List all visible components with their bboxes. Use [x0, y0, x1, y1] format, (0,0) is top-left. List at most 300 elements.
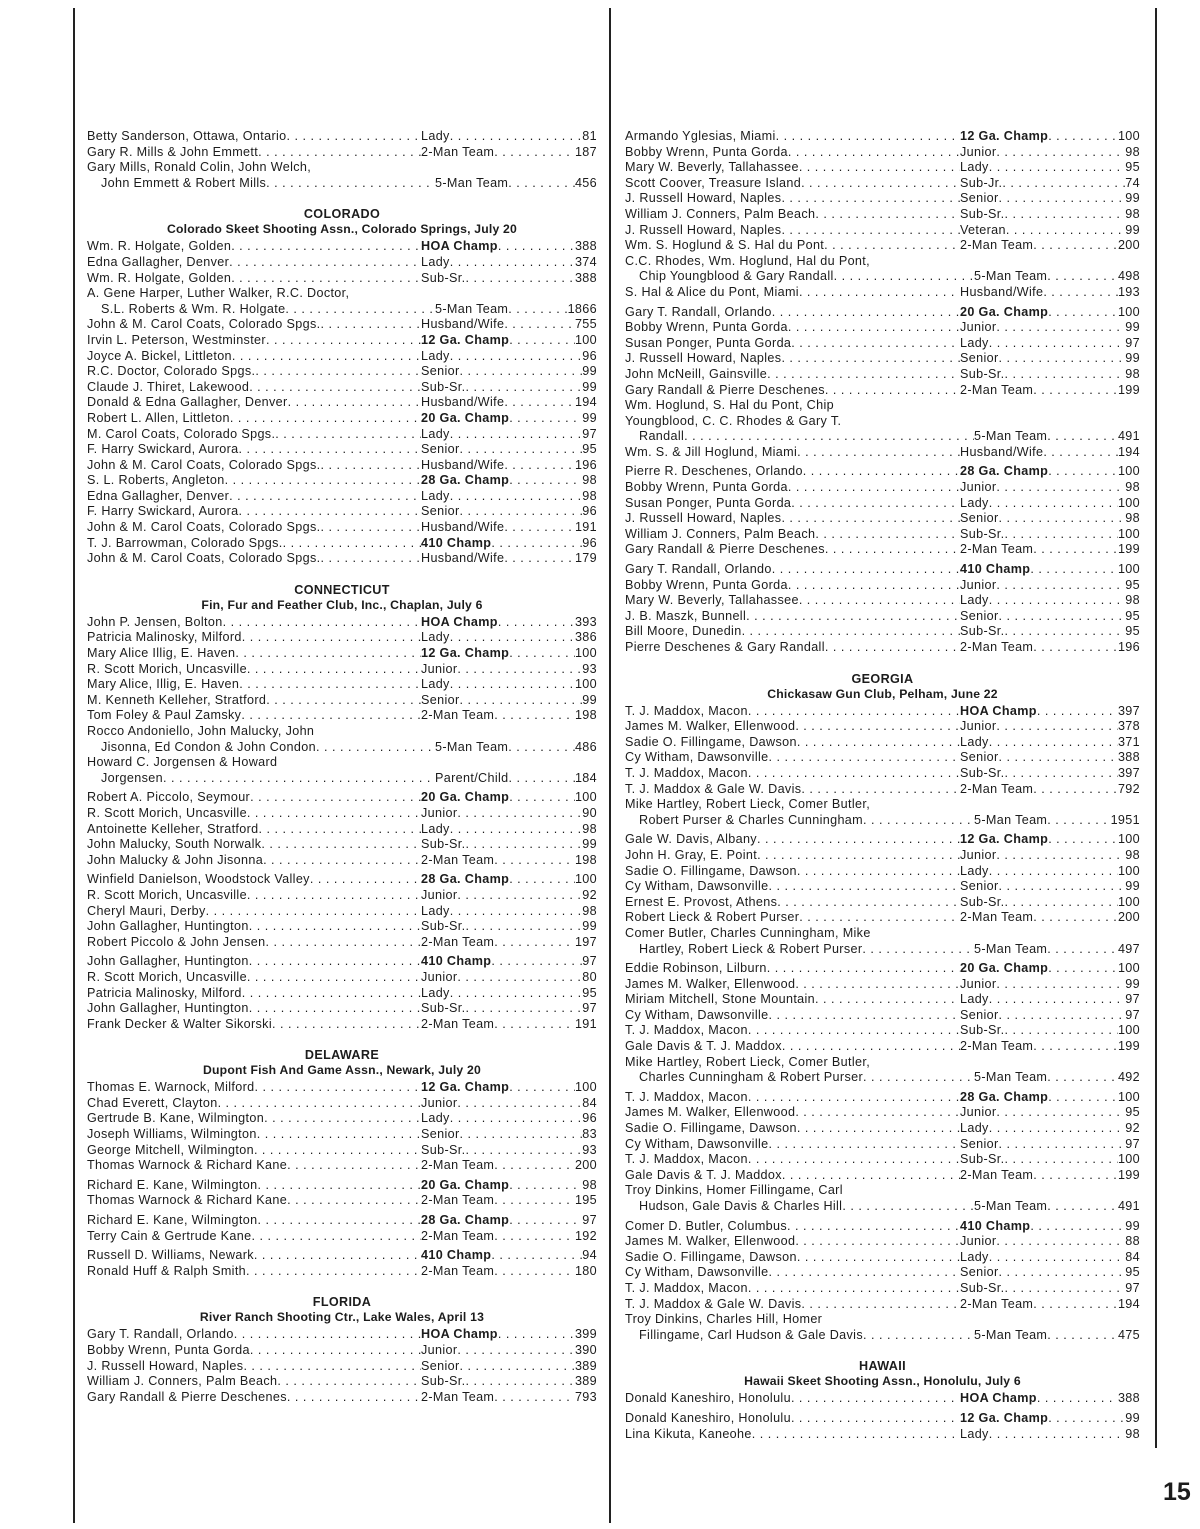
- event-name: Junior: [960, 719, 997, 734]
- name-cell: [87, 458, 421, 474]
- score: 498: [1117, 269, 1140, 284]
- event-name: Sub-Sr.: [960, 894, 1005, 909]
- name-cell: [87, 317, 421, 333]
- score: 399: [574, 1327, 597, 1342]
- score: 84: [582, 1095, 597, 1110]
- result-row: [87, 853, 597, 869]
- entry-name: Gary Randall & Pierre Deschenes: [625, 382, 825, 397]
- event-cell: [974, 942, 1118, 958]
- dot-leader: [1047, 813, 1110, 829]
- score: 371: [1117, 734, 1140, 749]
- score: 179: [574, 551, 597, 566]
- dot-leader: [757, 832, 960, 848]
- dot-leader: [772, 562, 960, 578]
- dot-leader: [247, 662, 421, 678]
- dot-leader: [752, 1427, 960, 1443]
- event-cell: [960, 367, 1125, 383]
- entry-name: William J. Conners, Palm Beach: [87, 1374, 278, 1389]
- name-cell: [87, 919, 421, 935]
- dot-leader: [450, 349, 583, 365]
- entry-name: Sadie O. Fillingame, Dawson: [625, 863, 797, 878]
- score: 97: [1125, 992, 1140, 1007]
- score: 389: [574, 1358, 597, 1373]
- result-row: [625, 1411, 1140, 1427]
- dot-leader: [797, 735, 960, 751]
- event-name: Sub-Sr.: [421, 837, 466, 852]
- event-cell: [421, 364, 582, 380]
- dot-leader: [996, 320, 1125, 336]
- event-cell: [960, 223, 1125, 239]
- score: 99: [582, 837, 597, 852]
- entry-name: S. L. Roberts, Angleton: [87, 473, 225, 488]
- event-name: Sub-Sr.: [960, 366, 1005, 381]
- event-name: 28 Ga. Champ: [960, 1089, 1049, 1104]
- entry-name: Charles Cunningham & Robert Purser: [639, 1070, 863, 1085]
- event-name: Sub-Sr.: [960, 1023, 1005, 1038]
- name-cell: [87, 1327, 421, 1343]
- entry-name: Joseph Williams, Wilmington: [87, 1127, 257, 1142]
- score: 100: [1117, 495, 1140, 510]
- entry-name-line: Mike Hartley, Robert Lieck, Comer Butler,: [625, 797, 871, 812]
- result-row: [87, 458, 597, 474]
- entry-name: Sadie O. Fillingame, Dawson: [625, 1121, 797, 1136]
- dot-leader: [275, 427, 421, 443]
- club-subtitle: Dupont Fish And Game Assn., Newark, July 20: [203, 1063, 481, 1078]
- score: 100: [574, 677, 597, 692]
- name-cell: [625, 910, 960, 926]
- event-name: Lady: [960, 1426, 989, 1441]
- event-cell: [960, 129, 1118, 145]
- name-cell: [625, 145, 960, 161]
- dot-leader: [264, 1111, 421, 1127]
- entry-name: Donald Kaneshiro, Honolulu: [625, 1391, 791, 1406]
- event-cell: [421, 255, 575, 271]
- result-row: [625, 832, 1140, 848]
- dot-leader: [246, 1264, 421, 1280]
- result-row: [625, 1199, 1140, 1215]
- event-cell: [974, 429, 1118, 445]
- state-title: COLORADO: [303, 207, 381, 222]
- entry-name: Donald & Edna Gallagher, Denver: [87, 395, 288, 410]
- result-row: [87, 1017, 597, 1033]
- result-row: [625, 223, 1140, 239]
- event-cell: [960, 1427, 1125, 1443]
- event-cell: [421, 646, 575, 662]
- result-row: [87, 1248, 597, 1264]
- result-row: [625, 992, 1140, 1008]
- entry-name: Sadie O. Fillingame, Dawson: [625, 1249, 797, 1264]
- score: 755: [574, 317, 597, 332]
- entry-name: Cy Witham, Dawsonville: [625, 879, 769, 894]
- event-name: 2-Man Team: [960, 910, 1034, 925]
- name-cell: [625, 320, 960, 336]
- result-row: [625, 942, 1140, 958]
- entry-name: Gary T. Randall, Orlando: [625, 304, 772, 319]
- name-cell: [625, 961, 960, 977]
- dot-leader: [509, 646, 575, 662]
- dot-leader: [1037, 1391, 1118, 1407]
- dot-leader: [465, 919, 582, 935]
- dot-leader: [242, 986, 421, 1002]
- event-name: 5-Man Team: [974, 941, 1048, 956]
- dot-leader: [815, 207, 960, 223]
- event-name: 2-Man Team: [421, 1263, 495, 1278]
- entry-name: John & M. Carol Coats, Colorado Spgs.: [87, 457, 321, 472]
- name-cell: [87, 1017, 421, 1033]
- entry-name: Gale Davis & T. J. Maddox: [625, 1167, 782, 1182]
- entry-name-line: Wm. Hoglund, S. Hal du Pont, Chip: [625, 398, 834, 413]
- entry-name: John McNeill, Gainsville: [625, 366, 768, 381]
- event-name: Lady: [421, 903, 450, 918]
- entry-name: Gale Davis & T. J. Maddox: [625, 1039, 782, 1054]
- entry-name-line: Troy Dinkins, Charles Hill, Homer: [625, 1312, 823, 1327]
- event-name: 28 Ga. Champ: [421, 872, 510, 887]
- event-cell: [421, 1229, 575, 1245]
- event-name: Lady: [960, 160, 989, 175]
- result-row: [87, 919, 597, 935]
- dot-leader: [1004, 1281, 1125, 1297]
- event-cell: [960, 910, 1118, 926]
- event-cell: [960, 160, 1125, 176]
- dot-leader: [249, 919, 421, 935]
- entry-name: M. Kenneth Kelleher, Stratford: [87, 692, 267, 707]
- score: 95: [1125, 1265, 1140, 1280]
- result-row: [87, 1390, 597, 1406]
- score: 100: [1117, 894, 1140, 909]
- event-cell: [960, 593, 1125, 609]
- state-title: FLORIDA: [312, 1295, 372, 1310]
- score: 198: [574, 708, 597, 723]
- result-row: [87, 837, 597, 853]
- score: 195: [574, 1193, 597, 1208]
- dot-leader: [748, 1281, 960, 1297]
- event-cell: [421, 489, 582, 505]
- event-name: Junior: [421, 805, 458, 820]
- event-cell: [960, 578, 1125, 594]
- name-cell: [87, 1359, 421, 1375]
- event-cell: [421, 1264, 575, 1280]
- score: 388: [574, 270, 597, 285]
- dot-leader: [1033, 542, 1118, 558]
- event-cell: [974, 813, 1111, 829]
- name-cell: [625, 480, 960, 496]
- event-cell: [421, 1359, 575, 1375]
- event-name: 5-Man Team: [974, 1070, 1048, 1085]
- score: 397: [1117, 765, 1140, 780]
- entry-name: John Emmett & Robert Mills: [101, 175, 267, 190]
- name-cell: [87, 333, 421, 349]
- dot-leader: [996, 1234, 1125, 1250]
- dot-leader: [757, 848, 960, 864]
- event-name: Sub-Sr.: [960, 206, 1005, 221]
- dot-leader: [1033, 1297, 1118, 1313]
- dot-leader: [460, 442, 583, 458]
- event-name: Lady: [960, 593, 989, 608]
- event-cell: [421, 551, 575, 567]
- entry-name: Bobby Wrenn, Punta Gorda: [87, 1343, 250, 1357]
- event-cell: [960, 1234, 1125, 1250]
- dot-leader: [862, 942, 974, 958]
- event-group: [87, 790, 597, 868]
- name-cell: [625, 542, 960, 558]
- name-cell: [625, 735, 960, 751]
- event-name: Lady: [960, 1121, 989, 1136]
- dot-leader: [465, 271, 574, 287]
- score: 194: [1117, 1296, 1140, 1311]
- event-name: Junior: [421, 1343, 458, 1357]
- event-name: Lady: [960, 734, 989, 749]
- dot-leader: [1037, 704, 1118, 720]
- event-name: 2-Man Team: [960, 382, 1034, 397]
- dot-leader: [999, 750, 1118, 766]
- result-row: [87, 615, 597, 631]
- name-cell: [625, 1039, 960, 1055]
- entry-name: F. Harry Swickard, Aurora: [87, 442, 239, 457]
- entry-name: Scott Coover, Treasure Island: [625, 175, 802, 190]
- entry-name: T. J. Maddox, Macon: [625, 1089, 748, 1104]
- left-column: [87, 129, 597, 1405]
- dot-leader: [1048, 129, 1118, 145]
- entry-name: Irvin L. Peterson, Westminster: [87, 332, 266, 347]
- result-row: [625, 977, 1140, 993]
- name-cell: [625, 609, 960, 625]
- result-row: [87, 1229, 597, 1245]
- event-name: Senior: [960, 351, 999, 366]
- entry-name: Jorgensen: [101, 770, 163, 785]
- entry-name: John & M. Carol Coats, Colorado Spgs.: [87, 520, 321, 535]
- dot-leader: [450, 1111, 583, 1127]
- dot-leader: [494, 853, 575, 869]
- entry-name: Donald Kaneshiro, Honolulu: [625, 1410, 791, 1425]
- event-cell: [421, 954, 582, 970]
- column-divider-rule: [609, 8, 611, 1523]
- event-name: Sub-Jr.: [960, 175, 1003, 190]
- score: 94: [582, 1248, 597, 1263]
- right-column: [625, 129, 1140, 1442]
- name-cell: [625, 464, 960, 480]
- dot-leader: [249, 1001, 421, 1017]
- dot-leader: [799, 160, 960, 176]
- name-cell: [625, 351, 960, 367]
- entry-name: R. Scott Morich, Uncasville: [87, 887, 247, 902]
- result-row: [87, 806, 597, 822]
- result-row: [625, 1234, 1140, 1250]
- dot-leader: [457, 1096, 582, 1112]
- dot-leader: [457, 970, 582, 986]
- event-cell: [421, 888, 582, 904]
- event-cell: [421, 1017, 575, 1033]
- result-row: [87, 349, 597, 365]
- event-cell: [421, 935, 575, 951]
- result-row: [87, 1111, 597, 1127]
- dot-leader: [989, 593, 1126, 609]
- entry-name: Patricia Malinosky, Milford: [87, 985, 242, 1000]
- event-group: [625, 1391, 1140, 1407]
- score: 95: [1125, 160, 1140, 175]
- dot-leader: [266, 935, 421, 951]
- event-group: [625, 1219, 1140, 1344]
- event-name: 2-Man Team: [421, 1389, 495, 1404]
- name-cell: [625, 640, 960, 656]
- name-cell: [87, 1001, 421, 1017]
- result-row: [625, 1070, 1140, 1086]
- dot-leader: [509, 333, 575, 349]
- event-name: Senior: [421, 364, 460, 379]
- event-cell: [960, 351, 1125, 367]
- dot-leader: [508, 176, 575, 192]
- entry-name: Frank Decker & Walter Sikorski: [87, 1016, 272, 1031]
- result-row: [625, 766, 1140, 782]
- entry-name: R. Scott Morich, Uncasville: [87, 805, 247, 820]
- name-cell: [625, 238, 960, 254]
- club-subtitle: Chickasaw Gun Club, Pelham, June 22: [767, 686, 998, 701]
- event-name: Lady: [960, 863, 989, 878]
- name-cell: [625, 445, 960, 461]
- dot-leader: [1033, 1168, 1118, 1184]
- name-cell: [87, 630, 421, 646]
- name-cell: [625, 864, 960, 880]
- event-cell: [960, 305, 1118, 321]
- dot-leader: [996, 1105, 1125, 1121]
- entry-name-line: Mike Hartley, Robert Lieck, Comer Butler,: [625, 1054, 871, 1069]
- event-cell: [960, 1411, 1125, 1427]
- name-cell: [87, 473, 421, 489]
- dot-leader: [1033, 782, 1118, 798]
- name-cell: [625, 176, 960, 192]
- event-cell: [421, 919, 582, 935]
- dot-leader: [797, 445, 960, 461]
- entry-name: T. J. Maddox & Gale W. Davis: [625, 1296, 802, 1311]
- event-name: 20 Ga. Champ: [960, 304, 1049, 319]
- dot-leader: [287, 1390, 421, 1406]
- dot-leader: [1006, 223, 1125, 239]
- result-row: [87, 822, 597, 838]
- entry-name-line: Youngblood, C. C. Rhodes & Gary T.: [625, 413, 842, 428]
- score: 194: [1117, 444, 1140, 459]
- dot-leader: [508, 302, 567, 318]
- name-cell: [87, 646, 421, 662]
- dot-leader: [504, 458, 575, 474]
- entry-name: Hartley, Robert Lieck & Robert Purser: [639, 941, 863, 956]
- result-row: [625, 813, 1140, 829]
- score: 390: [574, 1343, 597, 1357]
- name-cell: [625, 129, 960, 145]
- dot-leader: [1004, 766, 1117, 782]
- dot-leader: [494, 1158, 575, 1174]
- dot-leader: [460, 504, 583, 520]
- dot-leader: [999, 511, 1126, 527]
- event-name: Lady: [421, 488, 450, 503]
- result-row: [87, 662, 597, 678]
- dot-leader: [768, 1008, 960, 1024]
- name-cell: [625, 511, 960, 527]
- event-name: 20 Ga. Champ: [421, 1177, 510, 1192]
- event-cell: [421, 1127, 582, 1143]
- result-row: [625, 145, 1140, 161]
- event-group: [87, 1327, 597, 1405]
- name-cell: [625, 562, 960, 578]
- event-name: Veteran: [960, 222, 1006, 237]
- result-row: [87, 1359, 597, 1375]
- name-cell: [639, 942, 974, 958]
- event-cell: [960, 238, 1118, 254]
- name-cell: [625, 704, 960, 720]
- event-cell: [960, 848, 1125, 864]
- entry-name: Cy Witham, Dawsonville: [625, 1007, 769, 1022]
- event-cell: [421, 853, 575, 869]
- event-cell: [421, 317, 575, 333]
- entry-name: J. Russell Howard, Naples: [87, 1358, 244, 1373]
- result-row: [87, 935, 597, 951]
- event-cell: [960, 1023, 1118, 1039]
- name-cell: [625, 383, 960, 399]
- score: 491: [1117, 429, 1140, 444]
- score: 184: [574, 770, 597, 785]
- name-cell: [625, 578, 960, 594]
- event-name: 410 Champ: [421, 954, 492, 969]
- dot-leader: [494, 1264, 575, 1280]
- name-cell: [87, 1178, 421, 1194]
- event-cell: [960, 562, 1118, 578]
- entry-name: Robert L. Allen, Littleton: [87, 410, 230, 425]
- event-name: Husband/Wife: [421, 551, 505, 566]
- event-cell: [421, 662, 582, 678]
- event-cell: [421, 630, 575, 646]
- entry-name: Gary R. Mills & John Emmett: [87, 144, 259, 159]
- entry-name: Jisonna, Ed Condon & John Condon: [101, 739, 316, 754]
- event-cell: [421, 1111, 582, 1127]
- entry-name: Wm. R. Holgate, Golden: [87, 270, 232, 285]
- score: 196: [1117, 640, 1140, 654]
- entry-name: Thomas Warnock & Richard Kane: [87, 1158, 288, 1173]
- name-cell: [87, 888, 421, 904]
- entry-name: Claude J. Thiret, Lakewood: [87, 379, 250, 394]
- result-row: [87, 176, 597, 192]
- dot-leader: [460, 693, 583, 709]
- event-cell: [974, 269, 1118, 285]
- result-row: [625, 1391, 1140, 1407]
- name-cell: [87, 693, 421, 709]
- entry-name: Gary T. Randall, Orlando: [625, 562, 772, 577]
- score: 475: [1117, 1327, 1140, 1342]
- score: 100: [1117, 1152, 1140, 1167]
- score: 100: [574, 646, 597, 661]
- dot-leader: [768, 1137, 960, 1153]
- result-row: [87, 1127, 597, 1143]
- entry-name-line: C.C. Rhodes, Wm. Hoglund, Hal du Pont,: [625, 253, 870, 268]
- result-row: [625, 593, 1140, 609]
- name-cell: [625, 1391, 960, 1407]
- score: 97: [1125, 1007, 1140, 1022]
- score: 191: [574, 520, 597, 535]
- dot-leader: [494, 935, 575, 951]
- state-title: HAWAII: [859, 1359, 906, 1374]
- dot-leader: [1033, 1039, 1118, 1055]
- entry-name: John P. Jensen, Bolton: [87, 614, 223, 629]
- name-cell: [625, 305, 960, 321]
- score: 90: [582, 805, 597, 820]
- entry-name: R.C. Doctor, Colorado Spgs.: [87, 364, 256, 379]
- event-name: Junior: [960, 1105, 997, 1120]
- score: 388: [1117, 750, 1140, 765]
- dot-leader: [797, 1121, 960, 1137]
- dot-leader: [254, 1248, 421, 1264]
- event-cell: [960, 1297, 1118, 1313]
- name-cell: [87, 239, 421, 255]
- dot-leader: [287, 129, 421, 145]
- result-row: [87, 1001, 597, 1017]
- dot-leader: [450, 986, 583, 1002]
